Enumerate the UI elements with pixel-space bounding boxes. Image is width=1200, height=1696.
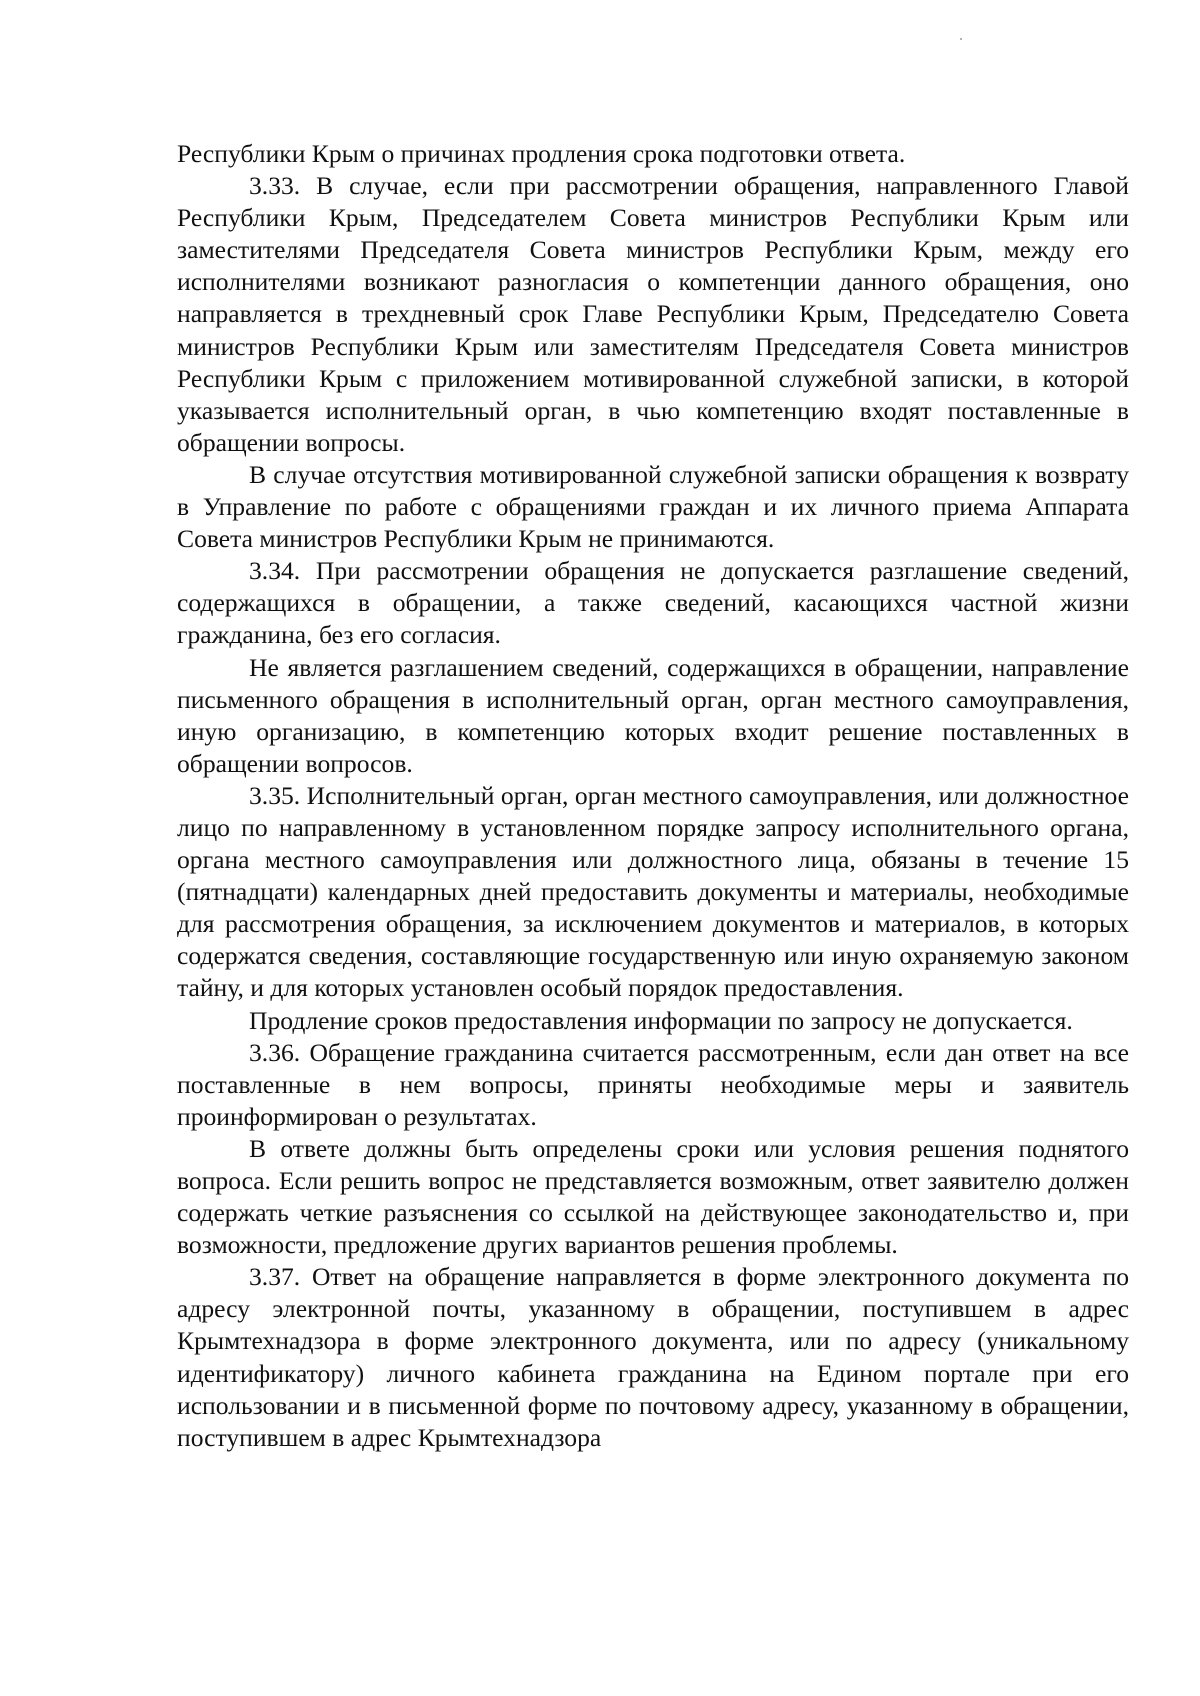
paragraph-not-disclosure: Не является разглашением сведений, содержащихся в обращении, направление письменного обращения в исполнительный орган, орган местного самоуправления, иную организацию, в компетенцию которых входит решение поставленных в обращении вопросов.: [177, 652, 1129, 778]
paragraph-3-36: 3.36. Обращение гражданина считается рассмотренным, если дан ответ на все поставленные в нем вопросы, приняты необходимые меры и заявитель проинформирован о результатах.: [177, 1037, 1129, 1131]
paragraph-answer-content: В ответе должны быть определены сроки или условия решения поднятого вопроса. Если решить вопрос не представляется возможным, ответ заявителю должен содержать четкие разъяснения со ссылкой на действующее законодательство и, при возможности, предложение других вариантов решения проблемы.: [177, 1133, 1129, 1260]
paragraph-3-34: 3.34. При рассмотрении обращения не допускается разглашение сведений, содержащихся в обращении, а также сведений, касающихся частной жизни гражданина, без его согласия.: [177, 556, 1129, 650]
document-body: [177, 138, 1129, 1454]
scan-speck: [960, 38, 962, 40]
paragraph-no-extension: Продление сроков предоставления информации по запросу не допускается.: [249, 1005, 1073, 1035]
paragraph-3-33: 3.33. В случае, если при рассмотрении обращения, направленного Главой Республики Крым, Председателем Совета министров Республики Крым или заместителями Председателя Совета министров Республики Крым, между его исполнителями возникают разногласия о компетенции данного обращения, оно направляется в трехдневный срок Главе Республики Крым, Председателю Совета министров Республики Крым или заместителям Председателя Совета министров Республики Крым с приложением мотивированной служебной записки, в которой указывается исполнительный орган, в чью компетенцию входят поставленные в обращении вопросы.: [177, 171, 1129, 457]
paragraph-3-35: 3.35. Исполнительный орган, орган местного самоуправления, или должностное лицо по направленному в установленном порядке запросу исполнительного органа, органа местного самоуправления или должностного лица, обязаны в течение 15 (пятнадцати) календарных дней предоставить документы и материалы, необходимые для рассмотрения обращения, за исключением документов и материалов, в которых содержатся сведения, составляющие государственную или иную охраняемую законом тайну, и для которых установлен особый порядок предоставления.: [177, 780, 1129, 1003]
paragraph-3-37: 3.37. Ответ на обращение направляется в форме электронного документа по адресу электронной почты, указанному в обращении, поступившем в адрес Крымтехнадзора в форме электронного документа, или по адресу (уникальному идентификатору) личного кабинета гражданина на Едином портале при его использовании и в письменной форме по почтовому адресу, указанному в обращении, поступившем в адрес Крымтехнадзора: [177, 1262, 1129, 1452]
paragraph-no-memo: В случае отсутствия мотивированной служебной записки обращения к возврату в Управление по работе с обращениями граждан и их личного приема Аппарата Совета министров Республики Крым не принимаются.: [177, 459, 1129, 554]
paragraph-continuation: Республики Крым о причинах продления срока подготовки ответа.: [177, 139, 906, 168]
